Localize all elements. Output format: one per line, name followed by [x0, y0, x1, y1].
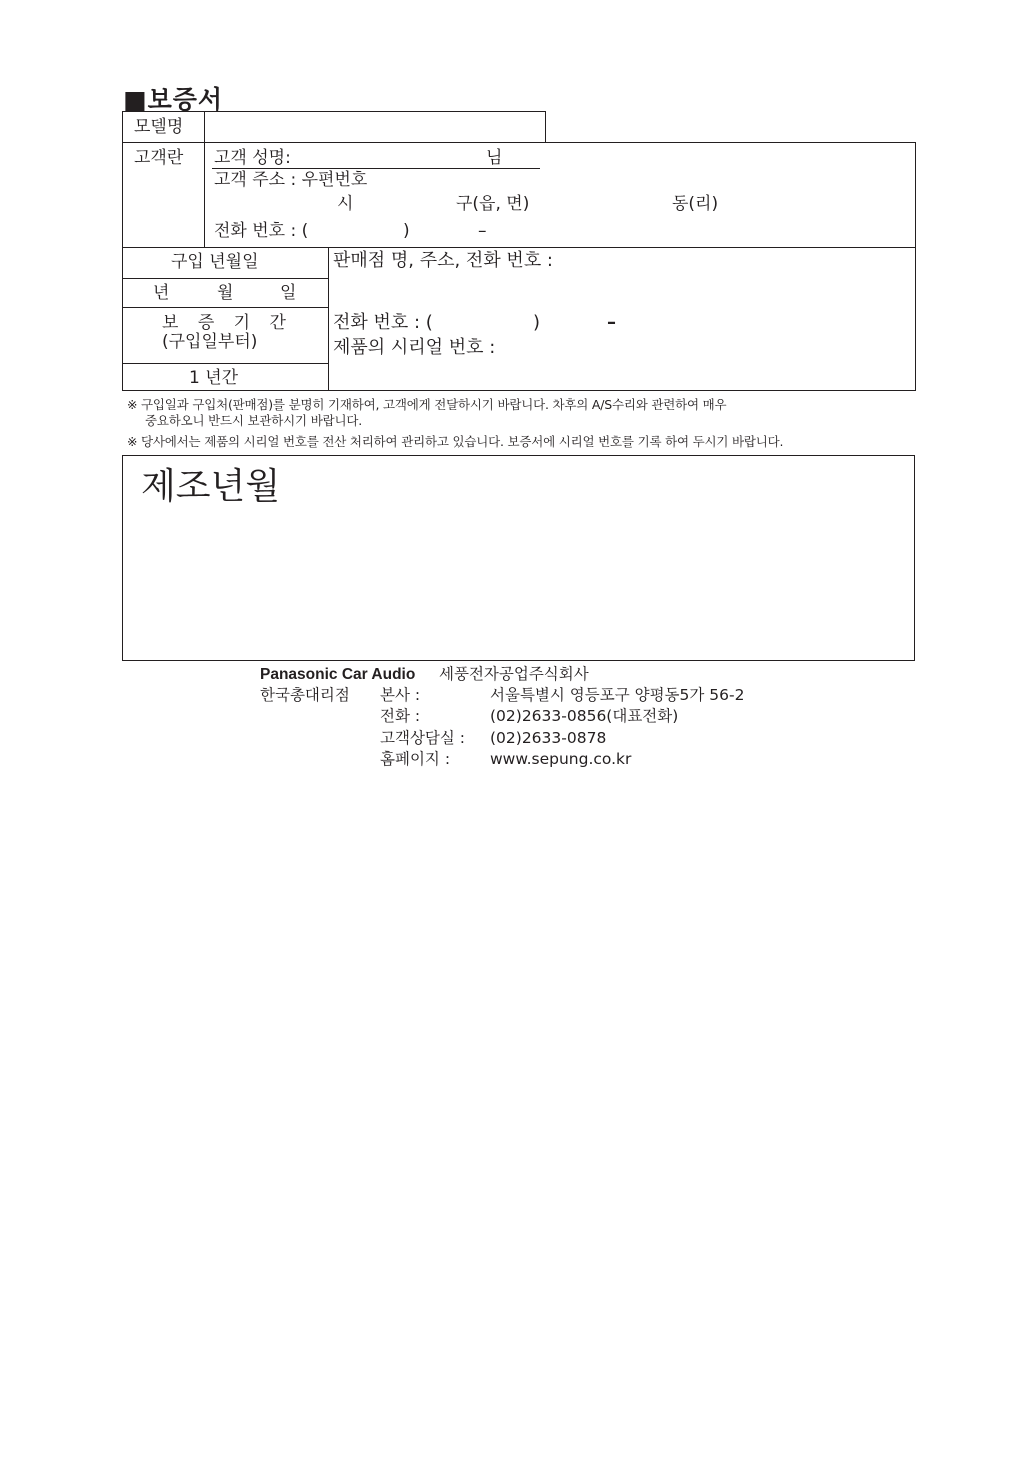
purchase-day: 일 [280, 283, 297, 303]
purchase-divider [328, 247, 329, 391]
dealer-phone-close: ) [533, 312, 541, 333]
purchase-row-line-1 [122, 278, 328, 279]
warranty-period-sub: (구입일부터) [162, 332, 258, 352]
address-dong: 동(리) [672, 194, 719, 214]
customer-name-suffix: 님 [486, 148, 503, 168]
customer-phone-close: ) [403, 221, 410, 241]
purchase-row-line-3 [122, 363, 328, 364]
purchase-date-label: 구입 년월일 [171, 252, 259, 272]
page-title: ■보증서 [123, 85, 224, 114]
customer-label: 고객란 [134, 148, 184, 168]
footer-row-label: 본사 : [380, 686, 421, 704]
footer-row-value: (02)2633-0878 [490, 729, 607, 747]
dealer-label: 판매점 명, 주소, 전화 번호 : [333, 250, 553, 271]
footer-row-value[interactable]: www.sepung.co.kr [490, 750, 632, 768]
footer-row-label: 전화 : [380, 707, 421, 725]
customer-address-label: 고객 주소 : 우편번호 [214, 170, 368, 190]
warranty-period-value: 1 년간 [189, 368, 239, 388]
customer-phone-dash: – [478, 221, 487, 241]
dealer-phone-label: 전화 번호 : ( [333, 312, 433, 333]
footer-row-value: (02)2633-0856(대표전화) [490, 707, 679, 725]
customer-name-underline [212, 168, 540, 169]
customer-divider [204, 142, 205, 248]
purchase-month: 월 [217, 283, 234, 303]
dealer-phone-dash: – [607, 312, 616, 333]
serial-number-label: 제품의 시리얼 번호 : [333, 337, 496, 358]
note-2: ※ 당사에서는 제품의 시리얼 번호를 전산 처리하여 관리하고 있습니다. 보증서에 시리얼 번호를 기록 하여 두시기 바랍니다. [127, 434, 784, 449]
footer-row-value: 서울특별시 영등포구 양평동5가 56-2 [490, 686, 745, 704]
model-divider [204, 111, 205, 143]
manufacture-label: 제조년월 [141, 466, 281, 507]
customer-phone-label: 전화 번호 : ( [214, 221, 309, 241]
company-name: 세풍전자공업주식회사 [439, 665, 589, 683]
address-gu: 구(읍, 면) [456, 194, 530, 214]
address-si: 시 [337, 194, 354, 214]
customer-name-label: 고객 성명: [214, 148, 291, 168]
agency-label: 한국총대리점 [260, 686, 350, 704]
warranty-period-label: 보 증 기 간 [162, 313, 288, 333]
purchase-row-line-2 [122, 307, 328, 308]
model-label: 모델명 [134, 117, 184, 137]
model-row [122, 111, 546, 143]
footer-row-label: 고객상담실 : [380, 729, 466, 747]
purchase-year: 년 [153, 283, 170, 303]
brand-name: Panasonic Car Audio [260, 666, 416, 683]
footer-row-label: 홈페이지 : [380, 750, 451, 768]
note-1-line-2: 중요하오니 반드시 보관하시기 바랍니다. [145, 413, 362, 428]
note-1-line-1: ※ 구입일과 구입처(판매점)를 분명히 기재하여, 고객에게 전달하시기 바랍니다. 차후의 A/S수리와 관련하여 매우 [127, 397, 727, 412]
